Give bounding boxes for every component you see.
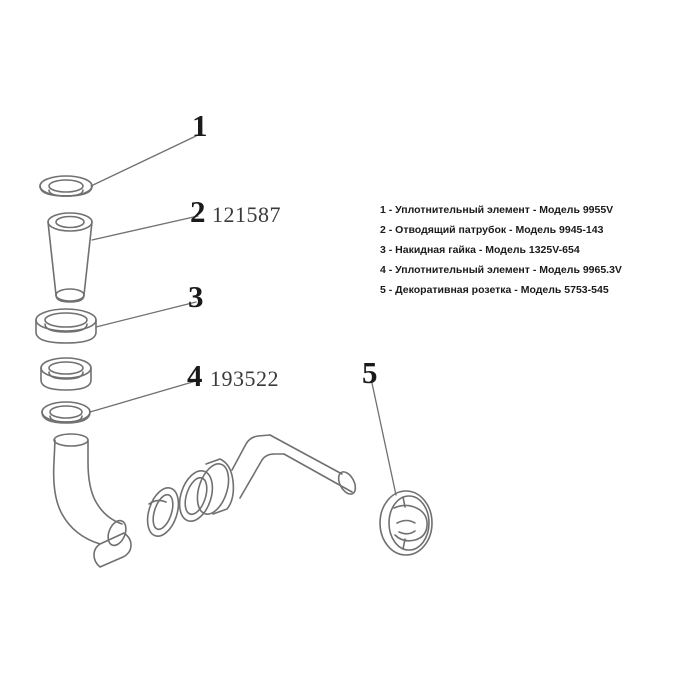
part-code-2: 121587: [212, 202, 281, 227]
callout-4: 4: [187, 358, 203, 393]
legend: [380, 198, 672, 302]
callout-2: 2: [190, 194, 206, 229]
part-1-seal-ring: [40, 176, 92, 196]
part-4-seal-element: [42, 402, 90, 423]
outlet-pipe-bend: [232, 435, 359, 498]
lower-seal-ring-a: [142, 484, 184, 540]
trap-elbow-pipe: [54, 434, 131, 567]
legend-item-3: 3 - Накидная гайка - Модель 1325V-654: [380, 244, 580, 256]
leader-lines: [90, 136, 396, 495]
lower-seal-ring-b: [174, 467, 219, 526]
part-code-4: 193522: [210, 366, 279, 391]
legend-item-5: 5 - Декоративная розетка - Модель 5753-545: [380, 284, 609, 296]
part-3b-nut: [41, 358, 91, 390]
callout-3: 3: [188, 279, 204, 314]
part-5-rosette: [380, 491, 432, 555]
part-3-union-nut: [36, 309, 96, 343]
legend-item-1: 1 - Уплотнительный элемент - Модель 9955V: [380, 204, 614, 216]
callout-1: 1: [192, 108, 208, 143]
legend-item-4: 4 - Уплотнительный элемент - Модель 9965.3V: [380, 264, 622, 276]
part-2-outlet-pipe: [48, 213, 92, 302]
callout-5: 5: [362, 355, 378, 390]
legend-item-2: 2 - Отводящий патрубок - Модель 9945-143: [380, 224, 604, 236]
